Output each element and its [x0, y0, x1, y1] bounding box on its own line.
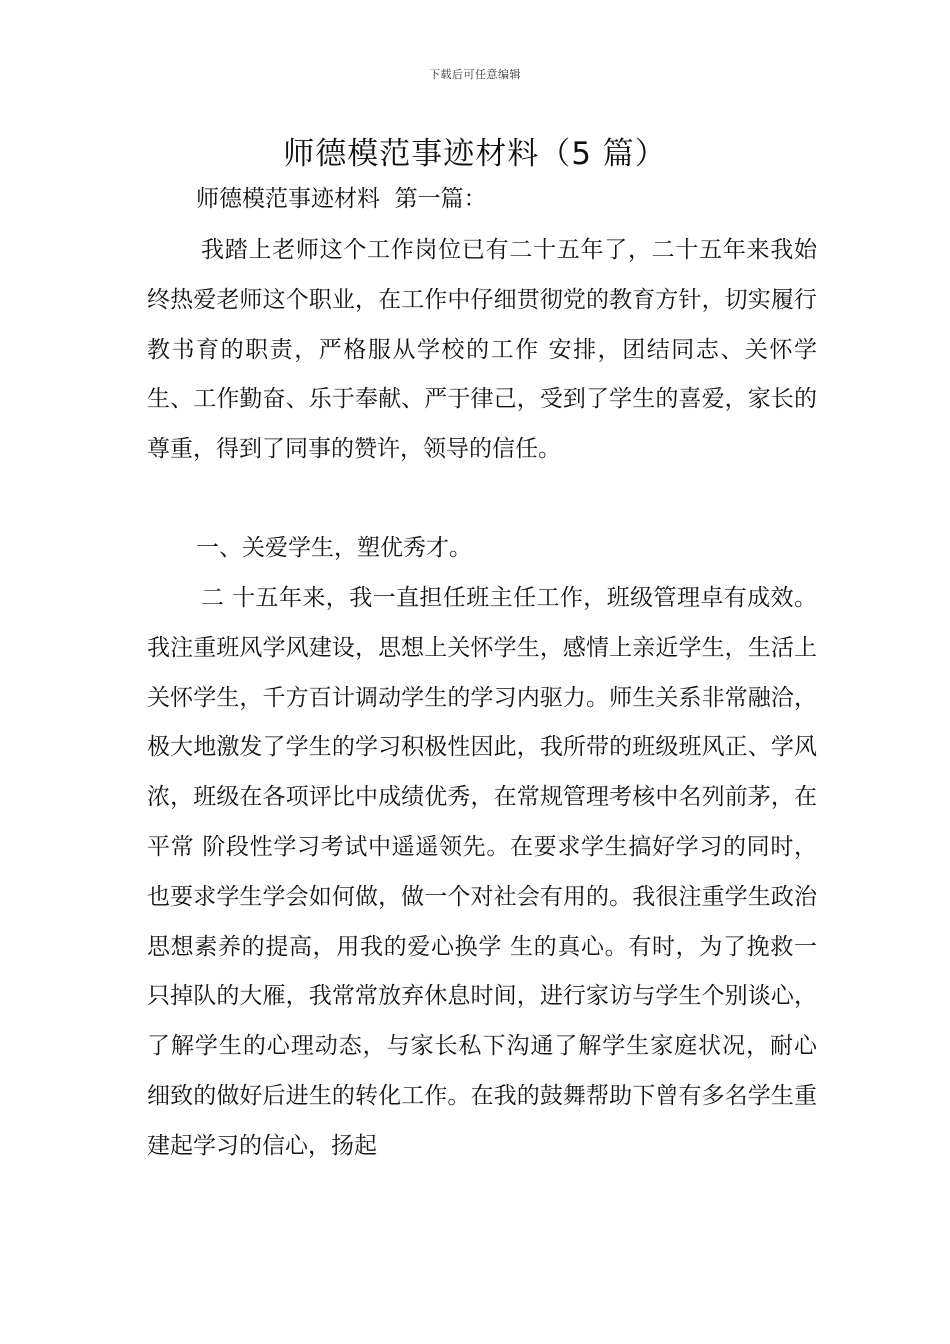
paragraph: 二 十五年来，我一直担任班主任工作，班级管理卓有成效。我注重班风学风建设，思想上关怀学生，感情上亲近学生，生活上关怀学生，千方百计调动学生的学习内驱力。师生关系非常融洽，极大地激发了学生的学习积极性因此，我所带的班级班风正、学风浓，班级在各项评比中成绩优秀，在常规管理考核中名列前茅，在平常 阶段性学习考试中遥遥领先。在要求学生搞好学习的同时，也要求学生学会如何做，做一个对社会有用的。我很注重学生政治思想素养的提高，用我的爱心换学 生的真心。有时，为了挽救一只掉队的大雁，我常常放弃休息时间，进行家访与学生个别谈心，了解学生的心理动态，与家长私下沟通了解学生家庭状况，耐心 细致的做好后进生的转化工作。在我的鼓舞帮助下曾有多名学生重建起学习的信心，扬起 — [147, 585, 817, 1159]
header-note: 下载后可任意编辑 — [429, 68, 521, 81]
document-title: 师德模范事迹材料（5 篇） — [283, 136, 667, 172]
paragraph-block — [147, 574, 817, 1172]
paragraph: 我踏上老师这个工作岗位已有二十五年了，二十五年来我始终热爱老师这个职业，在工作中仔细贯彻党的教育方针，切实履行教书育的职责，严格服从学校的工作 安排，团结同志、关怀学生、工作勤奋、乐于奉献、严于律己，受到了学生的喜爱，家长的尊重，得到了同事的赞许，领导的信任。 — [147, 237, 817, 463]
section-subtitle: 师德模范事迹材料 第一篇： — [196, 186, 487, 212]
paragraph-block — [147, 226, 817, 475]
section-heading: 一、关爱学生，塑优秀才。 — [196, 535, 472, 561]
